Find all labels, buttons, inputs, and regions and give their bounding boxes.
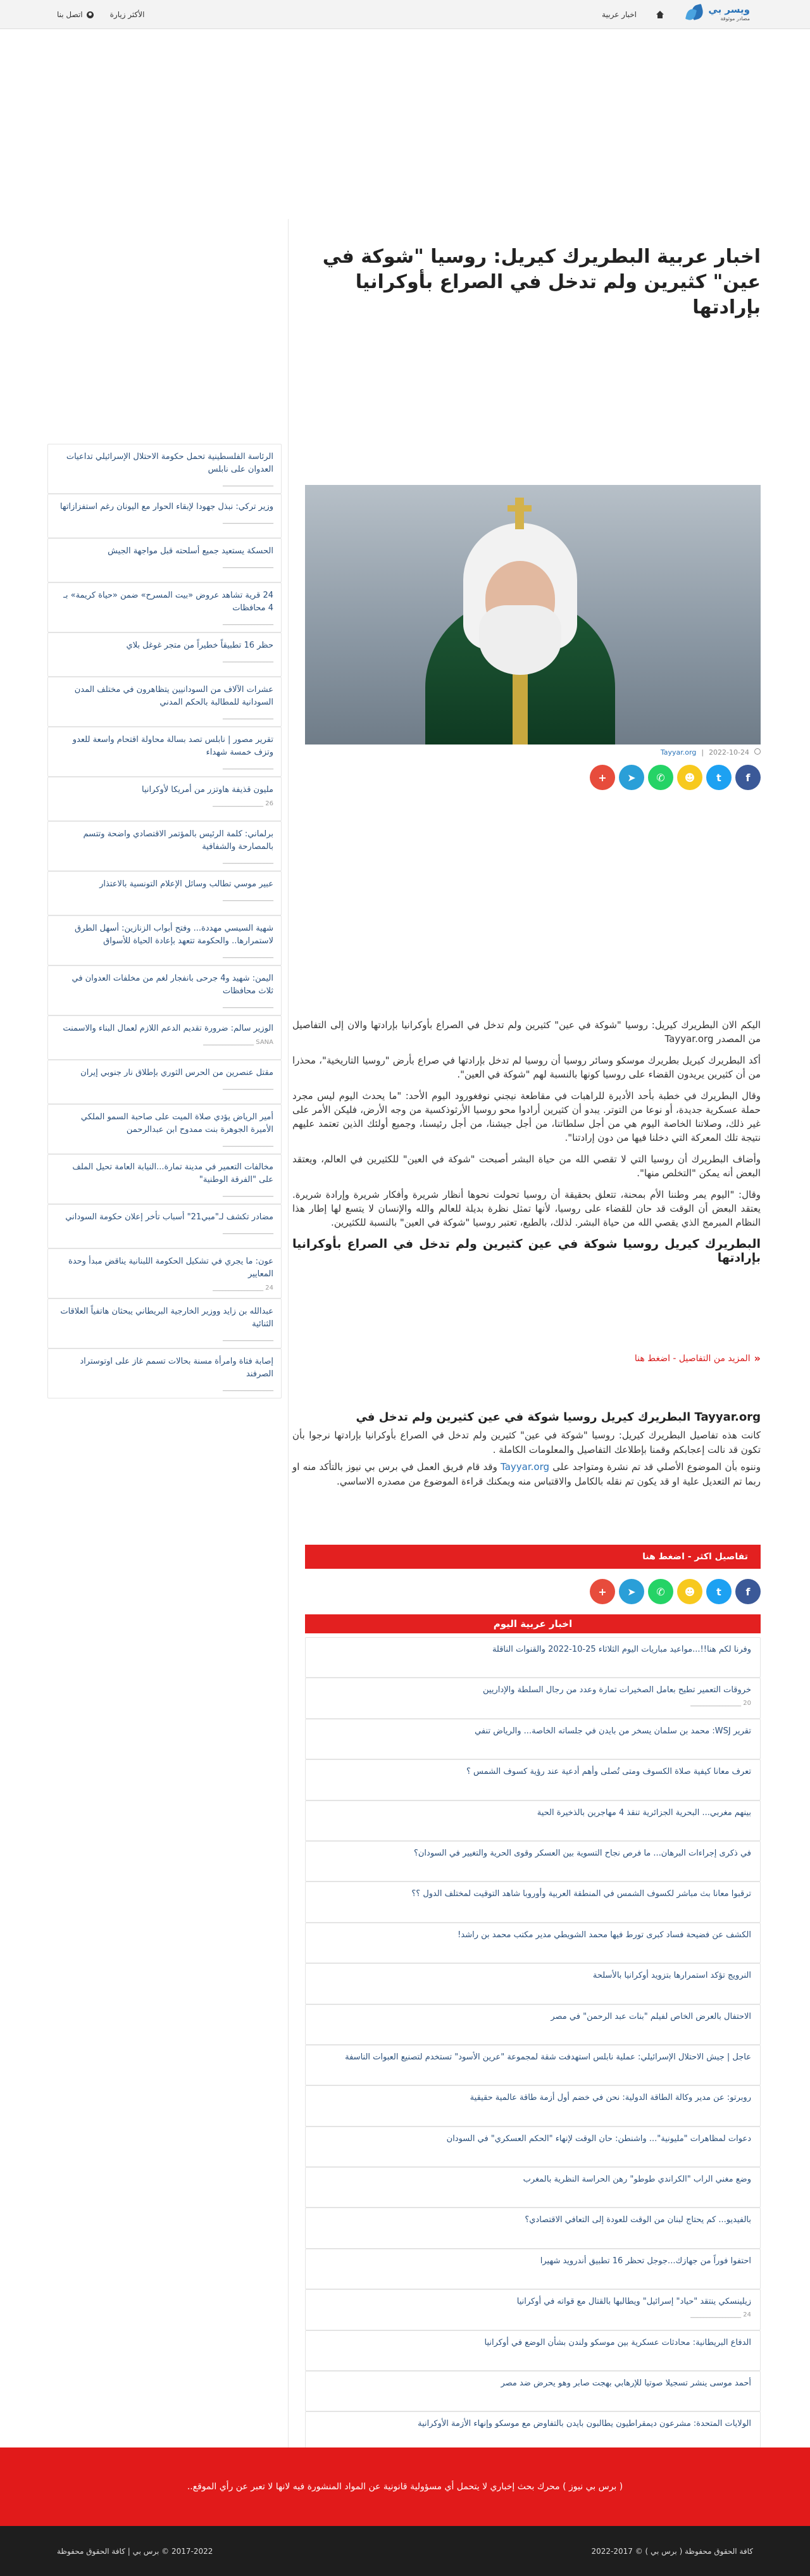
today-news-header: اخبار عربية اليوم bbox=[305, 1614, 761, 1633]
copyright-left: 2017-2022 © برس بي | كافة الحقوق محفوظة bbox=[57, 2546, 213, 2556]
news-item[interactable] bbox=[305, 2085, 761, 2126]
news-title: تقرير WSJ: محمد بن سلمان يسخر من بايدن في جلساته الخاصة... والرياض تنفي bbox=[475, 1726, 751, 1736]
logo-tagline: مصادر موثوقة bbox=[720, 16, 750, 22]
article-image bbox=[305, 485, 761, 745]
snapchat-icon[interactable]: ☻ bbox=[677, 765, 702, 790]
news-item[interactable] bbox=[305, 2411, 761, 2452]
news-item[interactable] bbox=[305, 2167, 761, 2208]
sidebar-news-title: أمير الرياض يؤدي صلاة الميت على صاحبة السمو الملكي الأميرة الجوهرة بنت ممدوح ابن عبدالرحمن bbox=[80, 1112, 273, 1134]
sidebar-news-item[interactable] bbox=[47, 1060, 282, 1104]
telegram-icon[interactable]: ➤ bbox=[619, 765, 644, 790]
article-lead-heading: البطريرك كيريل روسيا شوكة في عين كثيرين ولم تدخل في الصراع بأوكرانيا بإرادتها bbox=[292, 1237, 761, 1265]
sidebar-news-title: اليمن: شهيد و4 جرحى بانفجار لغم من مخلفات العدوان في ثلاث محافظات bbox=[72, 974, 273, 996]
whatsapp-icon[interactable]: ✆ bbox=[648, 765, 673, 790]
nav-main-links bbox=[602, 0, 664, 29]
article-paragraph: اليكم الان البطريرك كيريل: روسيا "شوكة في عين" كثيرين ولم تدخل في الصراع بأوكرانيا بإرادتها والان إلى التفاصيل من المصدر Tayyar.org bbox=[292, 1019, 761, 1045]
news-title: وضع مغني الراب "الكراندي طوطو" رهن الحراسة النظرية بالمغرب bbox=[523, 2175, 751, 2185]
sidebar-news-date: ________________ bbox=[223, 1190, 273, 1197]
nav-arab-news[interactable]: اخبار عربية bbox=[602, 10, 637, 19]
news-title: تعرف معانا كيفية صلاة الكسوف ومتى تُصلى وأهم أدعية عند رؤية كسوف الشمس ؟ bbox=[466, 1767, 751, 1777]
sidebar-news-item[interactable] bbox=[47, 871, 282, 915]
article-body bbox=[292, 1018, 761, 1272]
news-title: خروقات التعمير تطيح بعامل الصخيرات تمارة وعدد من رجال السلطة والإداريين bbox=[483, 1685, 751, 1695]
article-paragraph: أكد البطريرك كيريل بطريرك موسكو وسائر روسيا أن روسيا لم تدخل بإرادتها في صراع بأرض "روسيا التاريخية"، محذرا من أن كثيرين يريدون القضاء على روسيا كونها بالنسبة لهم "شوكة في العين". bbox=[292, 1055, 761, 1080]
sidebar-news-date: ________________ bbox=[223, 619, 273, 625]
sidebar-news-title: شهية السيسي مهددة... وفتح أبواب الزنازين: أسهل الطرق لاستمرارها.. والحكومة تتعهد بإعادة الحياة للأسواق bbox=[75, 924, 273, 946]
sidebar-news-item[interactable] bbox=[47, 538, 282, 582]
sidebar-news-date: ________________ bbox=[223, 1228, 273, 1235]
article-date: 2022-10-24 bbox=[709, 748, 749, 757]
news-item[interactable] bbox=[305, 2249, 761, 2289]
footer-disclaimer bbox=[0, 2447, 810, 2526]
sidebar-news-date: ________________ bbox=[223, 857, 273, 864]
sidebar-news-list bbox=[47, 444, 282, 1398]
sidebar-news-item[interactable] bbox=[47, 727, 282, 777]
news-title: وفرنا لكم هنا!!...مواعيد مباريات اليوم الثلاثاء 25-10-2022 والقنوات الناقلة bbox=[492, 1645, 751, 1654]
logo-title: ويسر بي bbox=[708, 4, 750, 15]
copyright-right: كافة الحقوق محفوظة ( برس بي ) © 2017-2022 bbox=[591, 2546, 753, 2556]
news-item[interactable] bbox=[305, 1882, 761, 1922]
news-item[interactable] bbox=[305, 2330, 761, 2371]
more-details-label: المزيد من التفاصيل - اضغط هنا bbox=[634, 1353, 751, 1364]
news-item[interactable] bbox=[305, 1759, 761, 1800]
news-title: عاجل | جيش الاحتلال الإسرائيلي: عملية نابلس استهدفت شقة لمجموعة "عرين الأسود" تستخدم لتصنيع العبوات الناسفة bbox=[345, 2052, 751, 2062]
sidebar-news-item[interactable] bbox=[47, 632, 282, 677]
sidebar-news-item[interactable] bbox=[47, 1248, 282, 1298]
more-icon[interactable]: + bbox=[590, 765, 615, 790]
news-title: الاحتفال بالعرض الخاص لفيلم "بنات عبد الرحمن" في مصر bbox=[551, 2011, 751, 2021]
news-item[interactable] bbox=[305, 2004, 761, 2045]
news-title: دعوات لمظاهرات "مليونية"... واشنطن: حان الوقت لإنهاء "الحكم العسكري" في السودان bbox=[446, 2133, 751, 2144]
news-title: النرويج تؤكد استمرارها بتزويد أوكرانيا بالأسلحة bbox=[592, 1971, 751, 1981]
sidebar-news-title: إصابة فتاة وامرأة مسنة بحالات تسمم غاز على اوتوستراد الصرفند bbox=[80, 1357, 273, 1379]
sidebar-news-date: ________________ bbox=[223, 713, 273, 720]
article-title: اخبار عربية البطريرك كيريل: روسيا "شوكة في عين" كثيرين ولم تدخل في الصراع بأوكرانيا بإرادتها bbox=[322, 246, 761, 318]
share-buttons bbox=[590, 765, 761, 790]
nav-contact[interactable] bbox=[57, 10, 94, 19]
sidebar bbox=[47, 219, 282, 2447]
site-logo[interactable] bbox=[683, 4, 750, 23]
article-paragraph: وقال البطريرك في خطبة بأحد الأديرة للراهبات في مقاطعة نيجني نوفغورود اليوم الأحد: "ما يحدث اليوم ليس مجرد حملة عسكرية جديدة، أو نوعا من التوتر. يبدو أن كثيرين أرادوا محو روسيا الأرثوذكسية من وجه الأرض، فليكن الأمر على غير ذلك، وصلاتنا الخاصة اليوم هي من أجل سلطاتنا، من أجل جيشنا، من أجل رئيسنا، وجميع أولئك الذين تعتمد عليهم نتيجة تلك المعركة التي دخلنا فيها من دون إرادتنا". bbox=[292, 1090, 761, 1143]
page-content bbox=[0, 219, 810, 2447]
sidebar-news-date: ________________ bbox=[223, 895, 273, 902]
double-chevron-icon: « bbox=[754, 1352, 761, 1364]
twitter-icon[interactable]: t bbox=[706, 765, 732, 790]
facebook-icon[interactable]: f bbox=[735, 765, 761, 790]
news-item[interactable] bbox=[305, 2045, 761, 2085]
sidebar-news-item[interactable] bbox=[47, 494, 282, 538]
news-item[interactable] bbox=[305, 1800, 761, 1841]
news-title: ترقبوا معانا بث مباشر لكسوف الشمس في المنطقة العربية وأوروبا شاهد التوقيت لمختلف الدول ؟؟ bbox=[411, 1889, 751, 1899]
news-item[interactable] bbox=[305, 1678, 761, 1718]
more-details-link[interactable] bbox=[635, 1352, 761, 1364]
sidebar-news-title: عبير موسي تطالب وسائل الإعلام التونسية بالاعتذار bbox=[99, 879, 273, 889]
sidebar-news-item[interactable] bbox=[47, 677, 282, 727]
news-item[interactable] bbox=[305, 1719, 761, 1759]
disclaimer-text: ( برس بي نيوز ) محرك بحث إخباري لا يتحمل أي مسؤولية قانونية عن المواد المنشورة فيه لانها لا تعبر عن رأي الموقع.. bbox=[187, 2482, 623, 2492]
news-title: روبرتو: عن مدير وكالة الطاقة الدولية: نحن في خضم أول أزمة طاقة عالمية حقيقية bbox=[470, 2093, 751, 2103]
sidebar-news-date: ________________ bbox=[223, 1083, 273, 1090]
news-item[interactable] bbox=[305, 1923, 761, 1963]
article-meta: 2022-10-24 | Tayyar.org bbox=[305, 748, 761, 757]
news-title: زيلينسكي ينتقد "حياد" إسرائيل" ويطالبها بالقتال مع قواته في أوكرانيا bbox=[516, 2297, 751, 2307]
sidebar-news-date: ________________ bbox=[223, 562, 273, 569]
news-title: الدفاع البريطانية: محادثات عسكرية بين موسكو ولندن بشأن الوضع في أوكرانيا bbox=[484, 2337, 751, 2347]
sidebar-news-title: مخالفات التعمير في مدينة تمارة...النيابة العامة تحيل الملف على "الفرقة الوطنية" bbox=[72, 1162, 273, 1184]
news-title: بالفيديو... كم يحتاج لبنان من الوقت للعودة إلى التعافي الاقتصادي؟ bbox=[525, 2215, 751, 2225]
nav-home[interactable] bbox=[656, 11, 664, 19]
more-icon[interactable]: + bbox=[590, 1579, 615, 1604]
sidebar-news-item[interactable] bbox=[47, 1015, 282, 1060]
sidebar-news-date: ________________ bbox=[223, 517, 273, 524]
sidebar-news-item[interactable] bbox=[47, 1348, 282, 1398]
summary-paragraph: كانت هذه تفاصيل البطريرك كيريل: روسيا "شوكة في عين" كثيرين ولم تدخل في الصراع بأوكرانيا بإرادتها نرجوا بأن تكون قد نالت إعجابكم وقمنا بإطلاعك التفاصيل والمعلومات الكاملة . bbox=[292, 1429, 761, 1455]
sidebar-news-title: وزير تركي: نبذل جهودا لإبقاء الحوار مع اليونان رغم استفزازاتها bbox=[59, 502, 273, 512]
sidebar-news-item[interactable] bbox=[47, 444, 282, 494]
sidebar-news-title: عشرات الآلاف من السودانيين يتظاهرون في مختلف المدن السودانية للمطالبة بالحكم المدني bbox=[74, 685, 273, 707]
sidebar-news-item[interactable] bbox=[47, 915, 282, 965]
sidebar-news-item[interactable] bbox=[47, 1154, 282, 1204]
news-item[interactable] bbox=[305, 1841, 761, 1882]
article-paragraph: وأضاف البطريرك أن روسيا التي لا تقصي الله من حياة البشر أصبحت "شوكة في العين" للكثيرين في العالم، ويعتقد البعض أنه يمكن "التخلص منها". bbox=[292, 1153, 761, 1179]
sidebar-news-item[interactable] bbox=[47, 821, 282, 871]
sidebar-news-date: ________________ bbox=[223, 1335, 273, 1341]
news-title: بينهم مغربي... البحرية الجزائرية تنقذ 4 مهاجرين بالذخيرة الحية bbox=[537, 1807, 751, 1818]
news-item[interactable] bbox=[305, 2208, 761, 2248]
clock-icon bbox=[754, 748, 761, 755]
sidebar-news-date: ________________ bbox=[223, 763, 273, 770]
sidebar-news-date: ________________ bbox=[223, 1385, 273, 1392]
sidebar-news-item[interactable] bbox=[47, 1298, 282, 1348]
twitter-icon[interactable]: t bbox=[706, 1579, 732, 1604]
sidebar-news-title: عون: ما يجري في تشكيل الحكومة اللبنانية يناقض مبدأ وحدة المعايير bbox=[68, 1257, 273, 1279]
sidebar-news-title: حظر 16 تطبيقاً خطيراً من متجر غوغل بلاي bbox=[126, 641, 273, 650]
today-news-list bbox=[305, 1637, 761, 2453]
sidebar-news-title: تقرير مصور | نابلس تصد بسالة محاولة اقتحام واسعة للعدو وتزف خمسة شهداء bbox=[72, 735, 273, 757]
nav-contact-label: اتصل بنا bbox=[57, 10, 83, 19]
news-date: 20 ________________ bbox=[690, 1700, 751, 1707]
nav-most-visited[interactable]: الأكثر زيارة bbox=[109, 10, 145, 19]
sidebar-news-item[interactable] bbox=[47, 1104, 282, 1154]
home-icon bbox=[656, 11, 664, 19]
sidebar-news-item[interactable] bbox=[47, 582, 282, 632]
sidebar-news-item[interactable] bbox=[47, 1204, 282, 1248]
news-item[interactable] bbox=[305, 2289, 761, 2330]
sidebar-news-date: SANA ________________ bbox=[203, 1039, 273, 1046]
source-link[interactable]: Tayyar.org bbox=[501, 1461, 550, 1473]
sidebar-news-date: ________________ bbox=[223, 656, 273, 663]
sidebar-news-date: ________________ bbox=[223, 1002, 273, 1008]
news-item[interactable] bbox=[305, 2371, 761, 2411]
telegram-icon[interactable]: ➤ bbox=[619, 1579, 644, 1604]
news-item[interactable] bbox=[305, 1637, 761, 1678]
news-title: في ذكرى إجراءات البرهان... ما فرص نجاح التسوية بين العسكر وقوى الحرية والتغيير في السودان؟ bbox=[413, 1848, 751, 1858]
footer-copyright bbox=[0, 2526, 810, 2576]
snapchat-icon[interactable]: ☻ bbox=[677, 1579, 702, 1604]
sidebar-news-date: ________________ bbox=[223, 1140, 273, 1147]
news-title: أحمد موسى ينشر تسجيلا صوتيا للإرهابي بهجت صابر وهو يحرض ضد مصر bbox=[501, 2378, 751, 2389]
article-paragraph: وقال: "اليوم يمر وطننا الأم بمحنة، تتعلق بحقيقة أن روسيا تحولت نحوها أنظار شريرة وأفكار شريرة وإرادة شريرة. يعتقد البعض أن الوقت قد حان للقضاء على روسيا، لأنها تمثل نظرة بديلة للعالم والله والإنسان لا يتسع لها إطار هذا النظام المبرمج الذي يقصي الله من حياة البشر. لذلك، بالطبع، تعتبر روسيا "شوكة في العين" بالنسبة للكثيرين. bbox=[292, 1189, 761, 1228]
sidebar-news-title: الوزير سالم: ضرورة تقديم الدعم اللازم لعمال البناء والاسمنت bbox=[63, 1024, 273, 1033]
sidebar-news-item[interactable] bbox=[47, 965, 282, 1015]
sidebar-news-title: مقتل عنصرين من الحرس الثوري بإطلاق نار جنوبي إيران bbox=[80, 1068, 273, 1078]
nav-secondary-links bbox=[57, 0, 144, 29]
summary-heading: Tayyar.org البطريرك كيريل روسيا شوكة في عين كثيرين ولم تدخل في bbox=[356, 1411, 761, 1424]
article-summary bbox=[292, 1409, 761, 1489]
sidebar-news-item[interactable] bbox=[47, 777, 282, 821]
sidebar-news-title: عبدالله بن زايد ووزير الخارجية البريطاني يبحثان هاتفياً العلاقات الثنائية bbox=[60, 1307, 273, 1329]
sidebar-news-date: 24 ________________ bbox=[213, 1285, 273, 1291]
top-ad-space bbox=[0, 29, 810, 219]
sidebar-news-title: برلماني: كلمة الرئيس بالمؤتمر الاقتصادي واضحة وتتسم بالمصارحة والشفافية bbox=[83, 829, 273, 851]
news-item[interactable] bbox=[305, 2127, 761, 2167]
article-source[interactable]: Tayyar.org bbox=[660, 748, 697, 757]
sidebar-news-title: مليون قذيفة هاوتزر من أمريكا لأوكرانيا bbox=[141, 785, 273, 795]
more-details-button[interactable]: تفاصيل اكثر - اضغط هنا bbox=[305, 1545, 761, 1569]
user-icon bbox=[87, 11, 94, 18]
facebook-icon[interactable]: f bbox=[735, 1579, 761, 1604]
sidebar-news-date: 26 ________________ bbox=[213, 800, 273, 807]
sidebar-news-date: ________________ bbox=[223, 480, 273, 487]
news-title: احتفوا فوراً من جهازك...جوجل تحظر 16 تطبيق أندرويد شهيرا bbox=[540, 2256, 751, 2266]
whatsapp-icon[interactable]: ✆ bbox=[648, 1579, 673, 1604]
news-date: 24 ________________ bbox=[690, 2311, 751, 2319]
top-navbar bbox=[0, 0, 810, 29]
news-title: الولايات المتحدة: مشرعون ديمقراطيون يطالبون بايدن بالتفاوض مع موسكو وإنهاء الأزمة الأوكرانية bbox=[418, 2419, 751, 2429]
bird-logo-icon bbox=[683, 4, 704, 23]
sidebar-news-date: ________________ bbox=[223, 952, 273, 958]
sidebar-news-title: الرئاسة الفلسطينية تحمل حكومة الاحتلال الإسرائيلي تداعيات العدوان على نابلس bbox=[66, 452, 273, 474]
news-item[interactable] bbox=[305, 1963, 761, 2004]
news-title: الكشف عن فضيحة فساد كبرى تورط فيها محمد الشويطي مدير مكتب محمد بن راشد! bbox=[458, 1930, 751, 1940]
share-buttons-bottom bbox=[590, 1579, 761, 1604]
sidebar-news-title: 24 قرية تشاهد عروض «بيت المسرح» ضمن «حياة كريمة» بـ 4 محافظات bbox=[63, 591, 273, 613]
sidebar-news-title: مضادر تكشف لـ"مبي21" أسباب تأخر إعلان حكومة السوداني bbox=[65, 1212, 273, 1222]
summary-paragraph: وننوه بأن الموضوع الأصلي قد تم نشرة ومتواجد على Tayyar.org وقد قام فريق العمل في برس بي نيوز بالتأكد منه او ربما تم التعديل علية او قد يكون تم نقله بالكامل والاقتباس منه ويمكنك قراءة الموضوع من مصدره الاساسي. bbox=[292, 1461, 761, 1487]
sidebar-news-title: الحسكة يستعيد جميع أسلحته قبل مواجهة الجيش bbox=[108, 546, 273, 556]
column-divider bbox=[288, 219, 289, 2447]
